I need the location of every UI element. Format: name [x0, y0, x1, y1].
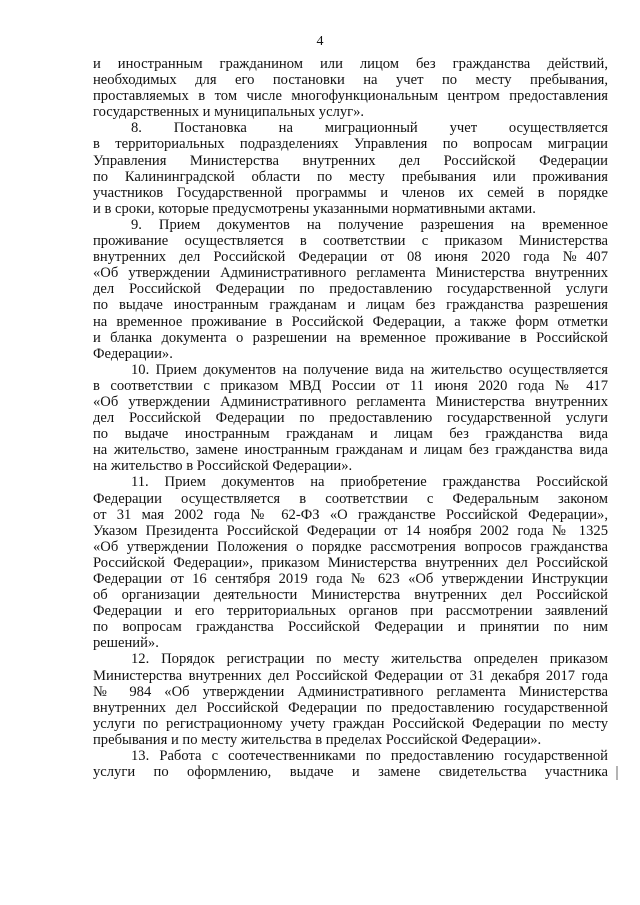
text-line: в соответствии с приказом МВД России от 11 июня 2020 года № 417 [93, 377, 608, 394]
text-line: Федерации осуществляется в соответствии с Федеральным законом [93, 490, 608, 507]
text-line: № 984 «Об утверждении Административного регламента Министерства [93, 683, 608, 700]
text-line: дел Российской Федерации по предоставлению государственной услуги [93, 281, 608, 298]
text-line: услуги по оформлению, выдаче и замене свидетельства участника [93, 764, 608, 781]
text-line: Федерации». [93, 345, 173, 362]
text-line: Управления Министерства внутренних дел Российской Федерации [93, 152, 608, 169]
text-line: дел Российской Федерации по предоставлению государственной услуги [93, 410, 608, 427]
text-line: и бланка документа о разрешении на временное проживание в Российской [93, 329, 608, 346]
text-line: на жительство, замене иностранным гражданам и лицам без гражданства вида [93, 442, 608, 459]
text-line: необходимых для его постановки на учет по месту пребывания, [93, 72, 608, 89]
text-line: и иностранным гражданином или лицом без гражданства действий, [93, 56, 608, 72]
text-line: по вопросам гражданства Российской Федерации и принятии по ним [93, 619, 608, 636]
text-line: участников Государственной программы и членов их семей в порядке [93, 184, 608, 201]
text-line: 12. Порядок регистрации по месту жительства определен приказом [131, 651, 608, 668]
text-line: «Об утверждении Административного регламента Министерства внутренних [93, 393, 608, 410]
text-line: 11. Прием документов на приобретение гражданства Российской [131, 474, 608, 491]
text-line: по выдаче иностранным гражданам и лицам без гражданства разрешения [93, 297, 608, 314]
text-line: внутренних дел Российской Федерации от 08 июня 2020 года №407 [93, 249, 608, 266]
text-line: Министерства внутренних дел Российской Федерации от 31 декабря 2017 года [93, 667, 608, 684]
text-line: 8. Постановка на миграционный учет осуществляется [131, 120, 608, 137]
text-line: 10. Прием документов на получение вида на жительство осуществляется [131, 361, 608, 378]
text-line: 9. Прием документов на получение разрешения на временное [131, 216, 608, 233]
text-line: проставляемых в том числе многофункциональным центром предоставления [93, 88, 608, 105]
text-line: государственных и муниципальных услуг». [93, 104, 365, 121]
text-line: проживание осуществляется в соответствии с приказом Министерства [93, 233, 608, 250]
margin-mark [616, 766, 626, 780]
text-line: «Об утверждении Положения о порядке рассмотрения вопросов гражданства [93, 538, 608, 555]
text-line: Федерации и его территориальных органов при рассмотрении заявлений [93, 603, 608, 620]
text-line: услуги по регистрационному учету граждан Российской Федерации по месту [93, 715, 608, 732]
text-line: решений». [93, 635, 159, 652]
text-line: об организации деятельности Министерства внутренних дел Российской [93, 587, 608, 604]
text-line: и в сроки, которые предусмотрены указанными нормативными актами. [93, 200, 536, 217]
text-line: от 31 мая 2002 года № 62-ФЗ «О гражданстве Российской Федерации», [93, 506, 608, 523]
text-line: на жительство в Российской Федерации». [93, 458, 353, 475]
text-line: по выдаче иностранным гражданам и лицам без гражданства вида [93, 426, 608, 443]
text-line: Российской Федерации», приказом Министерства внутренних дел Российской [93, 554, 608, 571]
page-number: 4 [316, 34, 324, 49]
document-body [93, 56, 608, 780]
text-line: Федерации от 16 сентября 2019 года № 623 «Об утверждении Инструкции [93, 571, 608, 587]
text-line: по Калининградской области по месту пребывания или проживания [93, 168, 608, 185]
text-line: внутренних дел Российской Федерации по предоставлению государственной [93, 699, 608, 716]
text-line: в территориальных подразделениях Управления по вопросам миграции [93, 136, 608, 153]
text-line: на временное проживание в Российской Федерации, а также форм отметки [93, 313, 608, 330]
text-line: пребывания и по месту жительства в пределах Российской Федерации». [93, 731, 542, 748]
text-line: Указом Президента Российской Федерации от 14 ноября 2002 года № 1325 [93, 522, 608, 539]
text-line: «Об утверждении Административного регламента Министерства внутренних [93, 265, 608, 282]
text-line: 13. Работа с соотечественниками по предоставлению государственной [131, 748, 608, 765]
